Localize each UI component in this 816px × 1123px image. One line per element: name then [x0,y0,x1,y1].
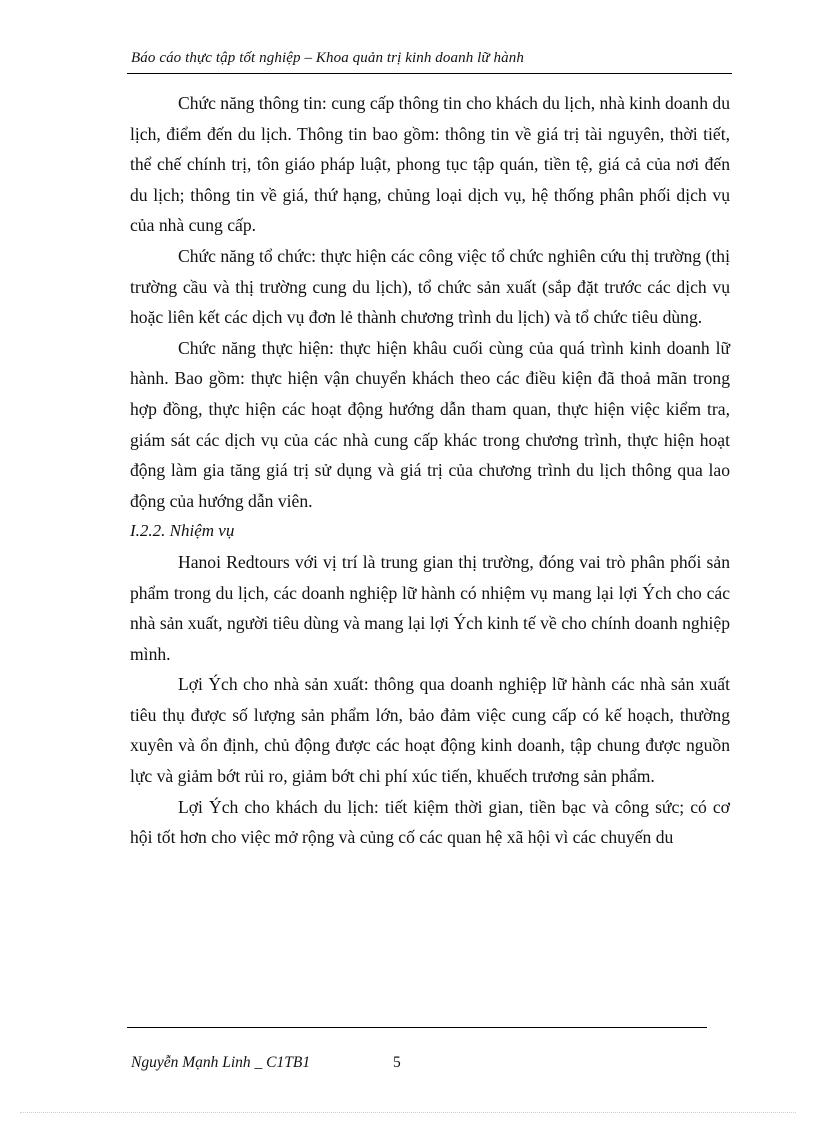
paragraph-execution-function: Chức năng thực hiện: thực hiện khâu cuối cùng của quá trình kinh doanh lữ hành. Bao gồm: thực hiện vận chuyển khách theo các điều kiện đã thoả mãn trong hợp đồng, thực hiện các hoạt động hướng dẫn tham quan, thực hiện việc kiểm tra, giám sát các dịch vụ của các nhà cung cấp khác trong chương trình, thực hiện hoạt động làm gia tăng giá trị sử dụng và giá trị của chương trình du lịch thông qua lao động của hướng dẫn viên. [130,337,730,511]
page-header-title: Báo cáo thực tập tốt nghiệp – Khoa quản trị kinh doanh lữ hành [131,50,524,66]
document-body [130,88,730,853]
paragraph-producer-benefit: Lợi Ých cho nhà sản xuất: thông qua doanh nghiệp lữ hành các nhà sản xuất tiêu thụ được số lượng sản phẩm lớn, bảo đảm việc cung cấp có kế hoạch, thường xuyên và ổn định, chủ động được các hoạt động kinh doanh, tập chung được nguồn lực và giảm bớt rủi ro, giảm bớt chi phí xúc tiến, khuếch trương sản phẩm. [130,674,730,787]
paragraph-traveler-benefit: Lợi Ých cho khách du lịch: tiết kiệm thời gian, tiền bạc và công sức; có cơ hội tốt hơn cho việc mở rộng và củng cố các quan hệ xã hội vì các chuyến du [130,796,730,848]
section-heading: I.2.2. Nhiệm vụ [130,521,235,541]
page-number: 5 [393,1054,401,1071]
page-bottom-edge [20,1112,796,1113]
paragraph-redtours-role: Hanoi Redtours với vị trí là trung gian thị trường, đóng vai trò phân phối sản phẩm trong du lịch, các doanh nghiệp lữ hành có nhiệm vụ mang lại lợi Ých cho các nhà sản xuất, người tiêu dùng và mang lại lợi Ých kinh tế về cho chính doanh nghiệp mình. [130,551,730,664]
paragraph-information-function: Chức năng thông tin: cung cấp thông tin cho khách du lịch, nhà kinh doanh du lịch, điểm đến du lịch. Thông tin bao gồm: thông tin về giá trị tài nguyên, thời tiết, thể chế chính trị, tôn giáo pháp luật, phong tục tập quán, tiền tệ, giá cả của nơi đến du lịch; thông tin về giá, thứ hạng, chủng loại dịch vụ, hệ thống phân phối dịch vụ của nhà cung cấp. [130,93,730,236]
header-divider [127,73,732,74]
footer-divider [127,1027,707,1028]
paragraph-organization-function: Chức năng tổ chức: thực hiện các công việc tổ chức nghiên cứu thị trường (thị trường cầu và thị trường cung du lịch), tổ chức sản xuất (sắp đặt trước các dịch vụ hoặc liên kết các dịch vụ đơn lẻ thành chương trình du lịch) và tổ chức tiêu dùng. [130,245,730,328]
footer-author: Nguyễn Mạnh Linh _ C1TB1 [131,1054,311,1071]
